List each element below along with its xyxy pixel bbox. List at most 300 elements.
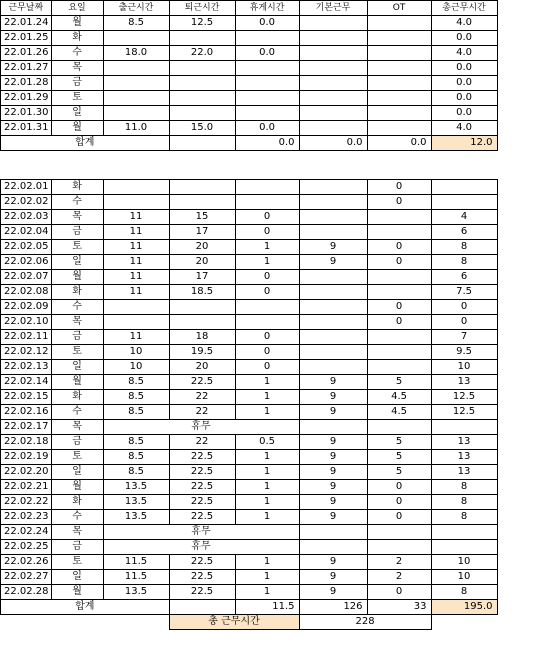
- date-cell[interactable]: 22.02.17: [1, 420, 52, 435]
- total-cell[interactable]: 7.5: [431, 285, 497, 300]
- ot-cell[interactable]: 5: [367, 465, 431, 480]
- ot-cell[interactable]: 0: [367, 480, 431, 495]
- empty-cell[interactable]: [431, 165, 497, 180]
- base-cell[interactable]: [299, 106, 367, 121]
- rest-cell[interactable]: 1: [235, 375, 299, 390]
- ot-cell[interactable]: 4.5: [367, 405, 431, 420]
- total-cell[interactable]: 0.0: [431, 106, 497, 121]
- total-cell[interactable]: 8: [431, 240, 497, 255]
- total-cell[interactable]: 8: [431, 255, 497, 270]
- weekday-cell[interactable]: 토: [51, 91, 103, 106]
- total-cell[interactable]: 8: [431, 480, 497, 495]
- date-cell[interactable]: 22.02.18: [1, 435, 52, 450]
- end-time-cell[interactable]: 15: [169, 210, 235, 225]
- end-time-cell[interactable]: 22: [169, 390, 235, 405]
- end-time-cell[interactable]: 22.5: [169, 570, 235, 585]
- weekday-cell[interactable]: 월: [51, 375, 103, 390]
- empty-cell[interactable]: [51, 151, 103, 166]
- end-time-cell[interactable]: 22.5: [169, 510, 235, 525]
- rest-cell[interactable]: 0.0: [235, 46, 299, 61]
- start-time-cell[interactable]: 13.5: [103, 585, 169, 600]
- end-time-cell[interactable]: 17: [169, 225, 235, 240]
- end-time-cell[interactable]: [169, 315, 235, 330]
- total-cell[interactable]: 10: [431, 555, 497, 570]
- date-cell[interactable]: 22.02.01: [1, 180, 52, 195]
- column-header[interactable]: OT: [367, 1, 431, 16]
- start-time-cell[interactable]: 10: [103, 360, 169, 375]
- total-cell[interactable]: 0.0: [431, 31, 497, 46]
- weekday-cell[interactable]: 월: [51, 270, 103, 285]
- total-cell[interactable]: 7: [431, 330, 497, 345]
- base-cell[interactable]: [299, 330, 367, 345]
- end-time-cell[interactable]: 18.5: [169, 285, 235, 300]
- rest-cell[interactable]: [235, 195, 299, 210]
- end-time-cell[interactable]: [169, 180, 235, 195]
- empty-cell[interactable]: [235, 151, 299, 166]
- date-cell[interactable]: 22.02.22: [1, 495, 52, 510]
- rest-cell[interactable]: 0: [235, 270, 299, 285]
- base-cell[interactable]: 9: [299, 450, 367, 465]
- ot-cell[interactable]: [367, 210, 431, 225]
- total-cell[interactable]: 4: [431, 210, 497, 225]
- start-time-cell[interactable]: 11: [103, 270, 169, 285]
- start-time-cell[interactable]: 11: [103, 210, 169, 225]
- empty-cell[interactable]: [299, 165, 367, 180]
- total-cell[interactable]: 8: [431, 495, 497, 510]
- start-time-cell[interactable]: 11: [103, 330, 169, 345]
- empty-cell[interactable]: [103, 151, 169, 166]
- date-cell[interactable]: 22.02.16: [1, 405, 52, 420]
- rest-cell[interactable]: 0: [235, 225, 299, 240]
- base-cell[interactable]: [299, 76, 367, 91]
- column-header[interactable]: 요일: [51, 1, 103, 16]
- total-cell[interactable]: 13: [431, 435, 497, 450]
- column-header[interactable]: 기본근무: [299, 1, 367, 16]
- rest-cell[interactable]: 0.0: [235, 16, 299, 31]
- rest-cell[interactable]: 0.5: [235, 435, 299, 450]
- weekday-cell[interactable]: 토: [51, 345, 103, 360]
- base-cell[interactable]: 9: [299, 480, 367, 495]
- weekday-cell[interactable]: 금: [51, 76, 103, 91]
- end-time-cell[interactable]: 22.5: [169, 480, 235, 495]
- end-time-cell[interactable]: 20: [169, 240, 235, 255]
- cell[interactable]: [169, 600, 235, 615]
- rest-cell[interactable]: [235, 315, 299, 330]
- start-time-cell[interactable]: [103, 180, 169, 195]
- end-time-cell[interactable]: 22: [169, 405, 235, 420]
- total-rest[interactable]: 11.5: [235, 600, 299, 615]
- start-time-cell[interactable]: 10: [103, 345, 169, 360]
- day-off-cell[interactable]: 휴무: [103, 525, 299, 540]
- weekday-cell[interactable]: 수: [51, 510, 103, 525]
- cell[interactable]: [299, 540, 367, 555]
- weekday-cell[interactable]: 일: [51, 465, 103, 480]
- date-cell[interactable]: 22.02.10: [1, 315, 52, 330]
- total-cell[interactable]: 6: [431, 225, 497, 240]
- total-cell[interactable]: 4.0: [431, 46, 497, 61]
- empty-cell[interactable]: [169, 151, 235, 166]
- ot-cell[interactable]: 0: [367, 240, 431, 255]
- ot-cell[interactable]: [367, 285, 431, 300]
- cell[interactable]: [431, 420, 497, 435]
- total-cell[interactable]: [431, 180, 497, 195]
- empty-cell[interactable]: [235, 165, 299, 180]
- total-cell[interactable]: 8: [431, 510, 497, 525]
- total-label[interactable]: 합계: [1, 136, 170, 151]
- start-time-cell[interactable]: 11: [103, 255, 169, 270]
- rest-cell[interactable]: 1: [235, 555, 299, 570]
- start-time-cell[interactable]: 8.5: [103, 450, 169, 465]
- weekday-cell[interactable]: 월: [51, 121, 103, 136]
- total-cell[interactable]: 0: [431, 300, 497, 315]
- end-time-cell[interactable]: [169, 91, 235, 106]
- start-time-cell[interactable]: 11.5: [103, 555, 169, 570]
- base-cell[interactable]: 9: [299, 495, 367, 510]
- total-cell[interactable]: 6: [431, 270, 497, 285]
- date-cell[interactable]: 22.02.24: [1, 525, 52, 540]
- base-cell[interactable]: [299, 16, 367, 31]
- date-cell[interactable]: 22.02.27: [1, 570, 52, 585]
- end-time-cell[interactable]: [169, 300, 235, 315]
- end-time-cell[interactable]: 22.5: [169, 495, 235, 510]
- base-cell[interactable]: 9: [299, 465, 367, 480]
- start-time-cell[interactable]: 13.5: [103, 495, 169, 510]
- weekday-cell[interactable]: 수: [51, 405, 103, 420]
- end-time-cell[interactable]: 19.5: [169, 345, 235, 360]
- weekday-cell[interactable]: 토: [51, 240, 103, 255]
- ot-cell[interactable]: 5: [367, 375, 431, 390]
- column-header[interactable]: 총근무시간: [431, 1, 497, 16]
- cell[interactable]: [169, 136, 235, 151]
- ot-cell[interactable]: [367, 330, 431, 345]
- base-cell[interactable]: [299, 180, 367, 195]
- date-cell[interactable]: 22.01.30: [1, 106, 52, 121]
- start-time-cell[interactable]: 8.5: [103, 465, 169, 480]
- total-cell[interactable]: 12.5: [431, 405, 497, 420]
- base-cell[interactable]: 9: [299, 240, 367, 255]
- base-cell[interactable]: 9: [299, 405, 367, 420]
- total-label[interactable]: 합계: [1, 600, 170, 615]
- date-cell[interactable]: 22.02.09: [1, 300, 52, 315]
- day-off-cell[interactable]: 휴무: [103, 420, 299, 435]
- weekday-cell[interactable]: 일: [51, 570, 103, 585]
- total-cell[interactable]: 4.0: [431, 16, 497, 31]
- weekday-cell[interactable]: 화: [51, 285, 103, 300]
- ot-cell[interactable]: 2: [367, 555, 431, 570]
- weekday-cell[interactable]: 월: [51, 480, 103, 495]
- rest-cell[interactable]: [235, 76, 299, 91]
- date-cell[interactable]: 22.02.28: [1, 585, 52, 600]
- start-time-cell[interactable]: 8.5: [103, 375, 169, 390]
- date-cell[interactable]: 22.01.25: [1, 31, 52, 46]
- start-time-cell[interactable]: 8.5: [103, 435, 169, 450]
- start-time-cell[interactable]: [103, 195, 169, 210]
- rest-cell[interactable]: 1: [235, 240, 299, 255]
- rest-cell[interactable]: 0.0: [235, 121, 299, 136]
- rest-cell[interactable]: 0: [235, 345, 299, 360]
- date-cell[interactable]: 22.02.11: [1, 330, 52, 345]
- date-cell[interactable]: 22.02.25: [1, 540, 52, 555]
- weekday-cell[interactable]: 금: [51, 225, 103, 240]
- end-time-cell[interactable]: [169, 76, 235, 91]
- ot-cell[interactable]: [367, 106, 431, 121]
- date-cell[interactable]: 22.01.28: [1, 76, 52, 91]
- ot-cell[interactable]: 0: [367, 585, 431, 600]
- weekday-cell[interactable]: 월: [51, 585, 103, 600]
- end-time-cell[interactable]: 20: [169, 360, 235, 375]
- base-cell[interactable]: [299, 121, 367, 136]
- base-cell[interactable]: 9: [299, 255, 367, 270]
- date-cell[interactable]: 22.02.23: [1, 510, 52, 525]
- weekday-cell[interactable]: 토: [51, 450, 103, 465]
- date-cell[interactable]: 22.02.26: [1, 555, 52, 570]
- rest-cell[interactable]: 1: [235, 495, 299, 510]
- end-time-cell[interactable]: 20: [169, 255, 235, 270]
- total-cell[interactable]: 13: [431, 465, 497, 480]
- total-cell[interactable]: 9.5: [431, 345, 497, 360]
- end-time-cell[interactable]: 22.5: [169, 450, 235, 465]
- ot-cell[interactable]: 0: [367, 195, 431, 210]
- date-cell[interactable]: 22.02.07: [1, 270, 52, 285]
- start-time-cell[interactable]: [103, 106, 169, 121]
- day-off-cell[interactable]: 휴무: [103, 540, 299, 555]
- base-cell[interactable]: 9: [299, 510, 367, 525]
- base-cell[interactable]: [299, 270, 367, 285]
- weekday-cell[interactable]: 화: [51, 390, 103, 405]
- base-cell[interactable]: 9: [299, 570, 367, 585]
- ot-cell[interactable]: 5: [367, 435, 431, 450]
- date-cell[interactable]: 22.02.03: [1, 210, 52, 225]
- weekday-cell[interactable]: 수: [51, 300, 103, 315]
- ot-cell[interactable]: 2: [367, 570, 431, 585]
- rest-cell[interactable]: 1: [235, 255, 299, 270]
- total-cell[interactable]: 10: [431, 360, 497, 375]
- ot-cell[interactable]: [367, 76, 431, 91]
- cell[interactable]: [431, 525, 497, 540]
- base-cell[interactable]: [299, 61, 367, 76]
- base-cell[interactable]: 9: [299, 435, 367, 450]
- base-cell[interactable]: 9: [299, 585, 367, 600]
- rest-cell[interactable]: 1: [235, 570, 299, 585]
- total-cell[interactable]: 13: [431, 375, 497, 390]
- end-time-cell[interactable]: 22.5: [169, 585, 235, 600]
- cell[interactable]: [299, 525, 367, 540]
- cell[interactable]: [1, 615, 170, 630]
- weekday-cell[interactable]: 금: [51, 330, 103, 345]
- total-rest[interactable]: 0.0: [235, 136, 299, 151]
- end-time-cell[interactable]: 15.0: [169, 121, 235, 136]
- total-hours[interactable]: 12.0: [431, 136, 497, 151]
- empty-cell[interactable]: [51, 165, 103, 180]
- end-time-cell[interactable]: 12.5: [169, 16, 235, 31]
- weekday-cell[interactable]: 화: [51, 31, 103, 46]
- total-ot[interactable]: 33: [367, 600, 431, 615]
- empty-cell[interactable]: [169, 165, 235, 180]
- ot-cell[interactable]: 4.5: [367, 390, 431, 405]
- ot-cell[interactable]: 0: [367, 315, 431, 330]
- weekday-cell[interactable]: 금: [51, 540, 103, 555]
- date-cell[interactable]: 22.02.13: [1, 360, 52, 375]
- ot-cell[interactable]: 0: [367, 510, 431, 525]
- total-cell[interactable]: 0.0: [431, 91, 497, 106]
- rest-cell[interactable]: 0: [235, 210, 299, 225]
- weekday-cell[interactable]: 일: [51, 255, 103, 270]
- start-time-cell[interactable]: [103, 76, 169, 91]
- ot-cell[interactable]: [367, 225, 431, 240]
- weekday-cell[interactable]: 수: [51, 46, 103, 61]
- base-cell[interactable]: [299, 210, 367, 225]
- start-time-cell[interactable]: 11: [103, 240, 169, 255]
- column-header[interactable]: 퇴근시간: [169, 1, 235, 16]
- end-time-cell[interactable]: 22.5: [169, 465, 235, 480]
- start-time-cell[interactable]: 11: [103, 225, 169, 240]
- date-cell[interactable]: 22.01.26: [1, 46, 52, 61]
- base-cell[interactable]: [299, 285, 367, 300]
- end-time-cell[interactable]: 18: [169, 330, 235, 345]
- rest-cell[interactable]: 0: [235, 330, 299, 345]
- column-header[interactable]: 출근시간: [103, 1, 169, 16]
- grand-total-label[interactable]: 총 근무시간: [169, 615, 299, 630]
- start-time-cell[interactable]: 13.5: [103, 480, 169, 495]
- date-cell[interactable]: 22.02.04: [1, 225, 52, 240]
- cell[interactable]: [367, 540, 431, 555]
- weekday-cell[interactable]: 목: [51, 210, 103, 225]
- start-time-cell[interactable]: 8.5: [103, 405, 169, 420]
- base-cell[interactable]: 9: [299, 555, 367, 570]
- total-cell[interactable]: 10: [431, 570, 497, 585]
- end-time-cell[interactable]: [169, 195, 235, 210]
- column-header[interactable]: 근무날짜: [1, 1, 52, 16]
- total-base[interactable]: 0.0: [299, 136, 367, 151]
- weekday-cell[interactable]: 수: [51, 195, 103, 210]
- total-hours[interactable]: 195.0: [431, 600, 497, 615]
- ot-cell[interactable]: 5: [367, 450, 431, 465]
- total-cell[interactable]: 8: [431, 585, 497, 600]
- end-time-cell[interactable]: 22.5: [169, 375, 235, 390]
- start-time-cell[interactable]: 13.5: [103, 510, 169, 525]
- end-time-cell[interactable]: [169, 61, 235, 76]
- rest-cell[interactable]: 0: [235, 360, 299, 375]
- date-cell[interactable]: 22.02.19: [1, 450, 52, 465]
- end-time-cell[interactable]: 22.0: [169, 46, 235, 61]
- rest-cell[interactable]: 1: [235, 510, 299, 525]
- start-time-cell[interactable]: 8.5: [103, 16, 169, 31]
- ot-cell[interactable]: [367, 16, 431, 31]
- date-cell[interactable]: 22.01.29: [1, 91, 52, 106]
- cell[interactable]: [299, 420, 367, 435]
- date-cell[interactable]: 22.01.27: [1, 61, 52, 76]
- base-cell[interactable]: [299, 91, 367, 106]
- start-time-cell[interactable]: 8.5: [103, 390, 169, 405]
- base-cell[interactable]: 9: [299, 390, 367, 405]
- rest-cell[interactable]: 1: [235, 585, 299, 600]
- cell[interactable]: [367, 525, 431, 540]
- weekday-cell[interactable]: 월: [51, 16, 103, 31]
- weekday-cell[interactable]: 일: [51, 106, 103, 121]
- end-time-cell[interactable]: 22.5: [169, 555, 235, 570]
- rest-cell[interactable]: [235, 180, 299, 195]
- base-cell[interactable]: [299, 31, 367, 46]
- total-cell[interactable]: [431, 195, 497, 210]
- ot-cell[interactable]: [367, 61, 431, 76]
- cell[interactable]: [367, 420, 431, 435]
- start-time-cell[interactable]: [103, 61, 169, 76]
- date-cell[interactable]: 22.02.08: [1, 285, 52, 300]
- start-time-cell[interactable]: 18.0: [103, 46, 169, 61]
- column-header[interactable]: 휴게시간: [235, 1, 299, 16]
- total-cell[interactable]: 4.0: [431, 121, 497, 136]
- empty-cell[interactable]: [299, 151, 367, 166]
- rest-cell[interactable]: 1: [235, 390, 299, 405]
- total-base[interactable]: 126: [299, 600, 367, 615]
- ot-cell[interactable]: [367, 91, 431, 106]
- weekday-cell[interactable]: 일: [51, 360, 103, 375]
- ot-cell[interactable]: 0: [367, 255, 431, 270]
- base-cell[interactable]: [299, 300, 367, 315]
- ot-cell[interactable]: [367, 46, 431, 61]
- base-cell[interactable]: [299, 315, 367, 330]
- date-cell[interactable]: 22.02.06: [1, 255, 52, 270]
- weekday-cell[interactable]: 금: [51, 435, 103, 450]
- end-time-cell[interactable]: [169, 106, 235, 121]
- weekday-cell[interactable]: 목: [51, 315, 103, 330]
- date-cell[interactable]: 22.02.14: [1, 375, 52, 390]
- ot-cell[interactable]: [367, 31, 431, 46]
- weekday-cell[interactable]: 화: [51, 180, 103, 195]
- total-cell[interactable]: 0.0: [431, 76, 497, 91]
- rest-cell[interactable]: [235, 300, 299, 315]
- empty-cell[interactable]: [431, 151, 497, 166]
- date-cell[interactable]: 22.02.15: [1, 390, 52, 405]
- start-time-cell[interactable]: 11: [103, 285, 169, 300]
- total-cell[interactable]: 0: [431, 315, 497, 330]
- start-time-cell[interactable]: 11.5: [103, 570, 169, 585]
- weekday-cell[interactable]: 화: [51, 495, 103, 510]
- ot-cell[interactable]: 0: [367, 180, 431, 195]
- start-time-cell[interactable]: [103, 91, 169, 106]
- rest-cell[interactable]: [235, 61, 299, 76]
- date-cell[interactable]: 22.02.21: [1, 480, 52, 495]
- base-cell[interactable]: [299, 195, 367, 210]
- rest-cell[interactable]: 0: [235, 285, 299, 300]
- start-time-cell[interactable]: [103, 300, 169, 315]
- date-cell[interactable]: 22.02.20: [1, 465, 52, 480]
- base-cell[interactable]: 9: [299, 375, 367, 390]
- grand-total-value[interactable]: 228: [299, 615, 431, 630]
- weekday-cell[interactable]: 목: [51, 61, 103, 76]
- end-time-cell[interactable]: 17: [169, 270, 235, 285]
- cell[interactable]: [431, 615, 497, 630]
- ot-cell[interactable]: [367, 360, 431, 375]
- date-cell[interactable]: 22.01.24: [1, 16, 52, 31]
- rest-cell[interactable]: 1: [235, 480, 299, 495]
- ot-cell[interactable]: [367, 270, 431, 285]
- date-cell[interactable]: 22.02.02: [1, 195, 52, 210]
- date-cell[interactable]: 22.01.31: [1, 121, 52, 136]
- total-ot[interactable]: 0.0: [367, 136, 431, 151]
- start-time-cell[interactable]: 11.0: [103, 121, 169, 136]
- total-cell[interactable]: 13: [431, 450, 497, 465]
- empty-cell[interactable]: [1, 151, 52, 166]
- rest-cell[interactable]: [235, 91, 299, 106]
- empty-cell[interactable]: [367, 151, 431, 166]
- date-cell[interactable]: 22.02.12: [1, 345, 52, 360]
- ot-cell[interactable]: 0: [367, 495, 431, 510]
- rest-cell[interactable]: 1: [235, 450, 299, 465]
- ot-cell[interactable]: [367, 345, 431, 360]
- base-cell[interactable]: [299, 345, 367, 360]
- rest-cell[interactable]: [235, 106, 299, 121]
